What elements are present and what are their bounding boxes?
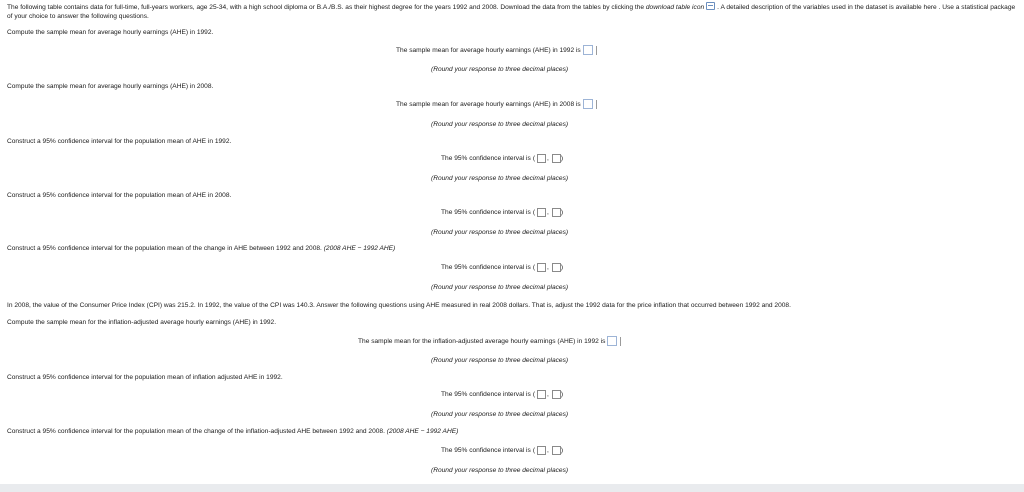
q2-answer-row <box>396 99 597 109</box>
q2-answer-label: The sample mean for average hourly earnings (AHE) in 2008 is <box>396 100 581 108</box>
q1-answer-label: The sample mean for average hourly earnings (AHE) in 1992 is <box>396 46 581 54</box>
q7-upper-input[interactable] <box>552 390 564 399</box>
q1-answer-row <box>396 45 597 55</box>
q7-hint: (Round your response to three decimal places) <box>431 411 569 418</box>
q5-comma: , <box>547 264 549 271</box>
q5-prompt: Construct a 95% confidence interval for the population mean of the change in AHE between 1992 and 2008. <box>7 245 324 252</box>
download-table-icon[interactable] <box>706 2 715 10</box>
q8-prompt-row <box>7 427 458 436</box>
q6-cursor-mark <box>620 337 621 346</box>
cpi-note: In 2008, the value of the Consumer Price Index (CPI) was 215.2. In 1992, the value of the CPI was 140.3. Answer the following questions using AHE measured in real 2008 dollars. That is, adjust the 1992 data for the price inflation that occurred between 1992 and 2008. <box>7 302 791 309</box>
q4-lower-input[interactable] <box>537 208 546 217</box>
q1-cursor-mark <box>596 46 597 55</box>
q7-prompt: Construct a 95% confidence interval for the population mean of inflation adjusted AHE in 1992. <box>7 374 283 381</box>
q4-answer-label: The 95% confidence interval is <box>441 209 531 216</box>
q5-open-paren: ( <box>532 264 536 271</box>
intro-text-before: The following table contains data for full-time, full-years workers, age 25-34, with a high school diploma or B.A./B.S. as their highest degree for the years 1992 and 2008. Download the data from the tables by clicking the <box>7 4 646 11</box>
q7-close-paren: ) <box>560 391 564 398</box>
q8-prompt: Construct a 95% confidence interval for the population mean of the change of the inflation-adjusted AHE between 1992 and 2008. <box>7 428 387 435</box>
q8-prompt-formula: (2008 AHE − 1992 AHE) <box>386 428 459 435</box>
q8-comma: , <box>547 447 549 454</box>
q3-lower-input[interactable] <box>537 154 546 163</box>
q4-hint: (Round your response to three decimal places) <box>431 229 569 236</box>
q4-upper-input[interactable] <box>552 208 564 217</box>
q8-hint: (Round your response to three decimal places) <box>431 467 569 474</box>
q5-hint: (Round your response to three decimal places) <box>431 284 569 291</box>
q5-upper-input[interactable] <box>552 263 564 272</box>
q4-answer-row <box>441 208 563 217</box>
q3-prompt: Construct a 95% confidence interval for the population mean of AHE in 1992. <box>7 138 232 145</box>
q8-answer-label: The 95% confidence interval is <box>441 447 531 454</box>
q2-prompt: Compute the sample mean for average hourly earnings (AHE) in 2008. <box>7 83 214 90</box>
q6-prompt: Compute the sample mean for the inflation-adjusted average hourly earnings (AHE) in 1992. <box>7 319 277 326</box>
q3-upper-input[interactable] <box>552 154 564 163</box>
q8-close-paren: ) <box>560 447 564 454</box>
q2-cursor-mark <box>596 100 597 109</box>
q3-close-paren: ) <box>560 155 564 162</box>
q5-close-paren: ) <box>560 264 564 271</box>
q1-answer-input[interactable] <box>583 45 593 55</box>
q3-answer-row <box>441 154 563 163</box>
q5-answer-label: The 95% confidence interval is <box>441 264 531 271</box>
q7-comma: , <box>547 391 549 398</box>
q8-lower-input[interactable] <box>537 446 546 455</box>
q8-upper-input[interactable] <box>552 446 564 455</box>
download-table-link[interactable]: download table icon <box>645 4 705 11</box>
q5-lower-input[interactable] <box>537 263 546 272</box>
q3-hint: (Round your response to three decimal places) <box>431 175 569 182</box>
intro-text-after: . A detailed description of the variables used in the dataset is available here . Use a statistical package of your choice to answer the following questions. <box>7 4 1016 20</box>
q1-prompt: Compute the sample mean for average hourly earnings (AHE) in 1992. <box>7 29 214 36</box>
q4-open-paren: ( <box>532 209 536 216</box>
q5-prompt-row <box>7 244 395 253</box>
q6-answer-label: The sample mean for the inflation-adjusted average hourly earnings (AHE) in 1992 is <box>358 337 606 345</box>
q7-answer-row <box>441 390 563 399</box>
q7-open-paren: ( <box>532 391 536 398</box>
q8-answer-row <box>441 446 563 455</box>
problem-intro <box>7 2 1019 21</box>
q2-hint: (Round your response to three decimal places) <box>431 121 569 128</box>
q8-open-paren: ( <box>532 447 536 454</box>
q3-answer-label: The 95% confidence interval is <box>441 155 531 162</box>
q2-answer-input[interactable] <box>583 99 593 109</box>
q1-hint: (Round your response to three decimal places) <box>431 66 569 73</box>
q3-comma: , <box>547 155 549 162</box>
q4-comma: , <box>547 209 549 216</box>
q6-answer-input[interactable] <box>607 336 617 346</box>
q5-prompt-formula: (2008 AHE − 1992 AHE) <box>323 245 396 252</box>
q3-open-paren: ( <box>532 155 536 162</box>
q6-hint: (Round your response to three decimal places) <box>431 357 569 364</box>
bottom-scrollbar-track[interactable] <box>0 484 1024 492</box>
q5-answer-row <box>441 263 563 272</box>
q7-lower-input[interactable] <box>537 390 546 399</box>
q7-answer-label: The 95% confidence interval is <box>441 391 531 398</box>
q6-answer-row <box>358 336 621 346</box>
q4-prompt: Construct a 95% confidence interval for the population mean of AHE in 2008. <box>7 192 232 199</box>
q4-close-paren: ) <box>560 209 564 216</box>
